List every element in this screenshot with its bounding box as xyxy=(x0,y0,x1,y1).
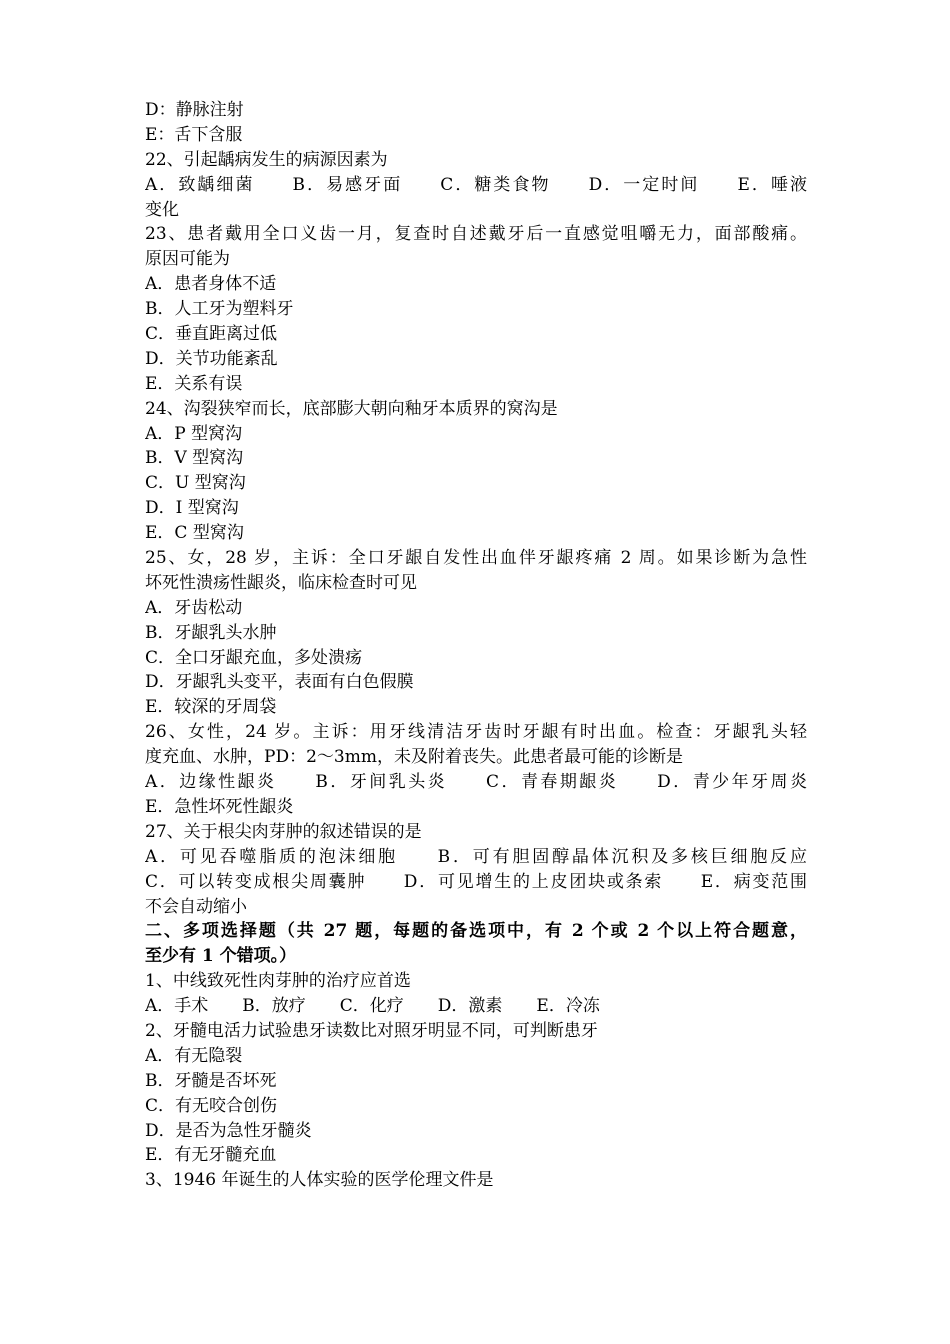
text-line: B．V 型窝沟 xyxy=(145,448,244,469)
text-line: A．可见吞噬脂质的泡沫细胞 B．可有胆固醇晶体沉积及多核巨细胞反应 xyxy=(145,846,807,867)
text-line: 25、女，28 岁，主诉：全口牙龈自发性出血伴牙龈疼痛 2 周。如果诊断为急性 xyxy=(145,548,807,569)
text-line: A．患者身体不适 xyxy=(145,274,277,295)
text-line: 24、沟裂狭窄而长，底部膨大朝向釉牙本质界的窝沟是 xyxy=(145,398,558,419)
text-line: 27、关于根尖肉芽肿的叙述错误的是 xyxy=(145,821,422,842)
text-line: A．有无隐裂 xyxy=(145,1045,243,1066)
text-line: 度充血、水肿，PD：2～3mm，未及附着丧失。此患者最可能的诊断是 xyxy=(145,747,683,768)
text-line: A．牙齿松动 xyxy=(145,597,243,618)
text-line: D．是否为急性牙髓炎 xyxy=(145,1120,312,1141)
text-line: 1、中线致死性肉芽肿的治疗应首选 xyxy=(145,971,411,992)
text-line: C．可以转变成根尖周囊肿 D．可见增生的上皮团块或条索 E．病变范围 xyxy=(145,871,807,892)
text-line: E．有无牙髓充血 xyxy=(145,1145,277,1166)
text-line: C．U 型窝沟 xyxy=(145,473,246,494)
text-line: B．人工牙为塑料牙 xyxy=(145,299,294,320)
text-line: 至少有 1 个错项。） xyxy=(145,946,297,967)
text-line: E．较深的牙周袋 xyxy=(145,697,277,718)
text-line: A．边缘性龈炎 B．牙间乳头炎 C．青春期龈炎 D．青少年牙周炎 xyxy=(145,772,807,793)
text-line: B．牙龈乳头水肿 xyxy=(145,622,277,643)
text-line: 原因可能为 xyxy=(145,249,230,270)
text-line: D．牙龈乳头变平，表面有白色假膜 xyxy=(145,672,414,693)
text-line: C．有无咬合创伤 xyxy=(145,1095,278,1116)
text-line: 二、多项选择题（共 27 题，每题的备选项中，有 2 个或 2 个以上符合题意， xyxy=(145,921,807,942)
text-line: E．急性坏死性龈炎 xyxy=(145,796,294,817)
text-line: 坏死性溃疡性龈炎，临床检查时可见 xyxy=(145,572,417,593)
text-line: 2、牙髓电活力试验患牙读数比对照牙明显不同，可判断患牙 xyxy=(145,1020,598,1041)
text-line: A．P 型窝沟 xyxy=(145,423,243,444)
text-line: E．关系有误 xyxy=(145,373,243,394)
text-line: D：静脉注射 xyxy=(145,100,244,120)
text-line: A．致龋细菌 B．易感牙面 C．糖类食物 D．一定时间 E．唾液 xyxy=(145,174,807,195)
text-line: 3、1946 年诞生的人体实验的医学伦理文件是 xyxy=(145,1170,494,1191)
text-line: D．I 型窝沟 xyxy=(145,498,239,519)
text-line: A．手术 B．放疗 C．化疗 D．激素 E．冷冻 xyxy=(145,996,600,1017)
text-line: 变化 xyxy=(145,199,179,220)
text-line: C．全口牙龈充血，多处溃疡 xyxy=(145,647,363,668)
text-line: 22、引起龋病发生的病源因素为 xyxy=(145,149,388,170)
text-line: 不会自动缩小 xyxy=(145,896,247,917)
text-line: B．牙髓是否坏死 xyxy=(145,1070,277,1091)
document-page xyxy=(145,98,807,1193)
text-line: C．垂直距离过低 xyxy=(145,324,278,345)
text-line: E．C 型窝沟 xyxy=(145,523,244,544)
text-line: 23、患者戴用全口义齿一月，复查时自述戴牙后一直感觉咀嚼无力，面部酸痛。 xyxy=(145,224,807,245)
text-line: D．关节功能紊乱 xyxy=(145,348,278,369)
document-body xyxy=(145,98,807,1193)
text-line: 26、女性，24 岁。主诉：用牙线清洁牙齿时牙龈有时出血。检查：牙龈乳头轻 xyxy=(145,722,807,743)
text-line: E：舌下含服 xyxy=(145,124,243,145)
